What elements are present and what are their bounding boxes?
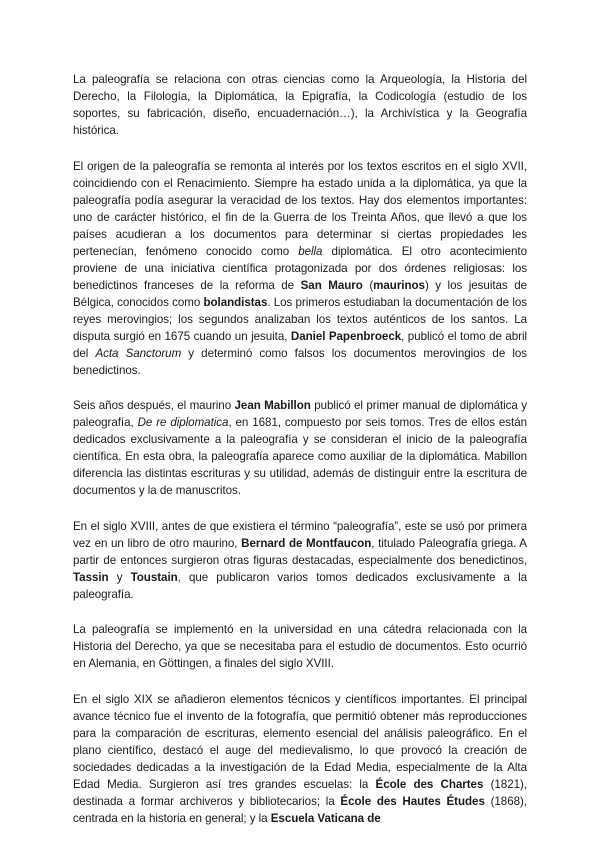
bold-text: maurinos bbox=[373, 278, 425, 292]
paragraph-2 bbox=[73, 158, 527, 379]
text-run: , en 1681, compuesto por seis tomos. Tres de ellos están dedicados exclusivamente a la paleografía y se consideran el inicio de la paleografía científica. En esta obra, la paleografía aparece como auxiliar de la diplomática. Mabillon diferencia las distintas escrituras y su utilidad, además de distinguir entre la escritura de documentos y la de manuscritos. bbox=[73, 416, 527, 497]
italic-text: Acta Sanctorum bbox=[95, 346, 182, 360]
text-run: (1821), destinada a formar archiveros y bibliotecarios; la bbox=[73, 777, 527, 808]
text-run: y determinó como falsos los documentos merovingios de los benedictinos. bbox=[73, 346, 528, 377]
text-run: . Los primeros estudiaban la documentación de los reyes merovingios; los segundos analizaban los textos auténticos de los santos. La disputa surgió en 1675 cuando un jesuita, bbox=[73, 295, 527, 343]
paragraph-1 bbox=[73, 71, 527, 139]
text-run: La paleografía se implementó en la universidad en una cátedra relacionada con la Historia del Derecho, ya que se necesitaba para el estudio de documentos. Esto ocurrió en Alemania, en Göttingen, a finales del siglo XVIII. bbox=[73, 623, 527, 670]
bold-text: École des Hautes Études bbox=[340, 794, 485, 808]
text-run: En el siglo XIX se añadieron elementos técnicos y científicos importantes. El principal avance técnico fue el invento de la fotografía, que permitió obtener más reproducciones para la comparación de escrituras, elemento esencial del análisis paleográfico. En el plano científico, destacó el auge del medievalismo, lo que provocó la creación de sociedades dedicadas a la investigación de la Edad Media, especialmente de la Alta Edad Media. Surgieron así tres grandes escuelas: la bbox=[73, 692, 527, 791]
bold-text: Toustain bbox=[130, 570, 178, 584]
text-run: publicó el primer manual de diplomática y paleografía, bbox=[73, 399, 527, 429]
bold-text: Jean Mabillon bbox=[234, 399, 311, 412]
bold-text: École des Chartes bbox=[375, 777, 484, 791]
bold-text: Escuela Vaticana de bbox=[270, 811, 381, 825]
text-run: , que publicaron varios tomos dedicados exclusivamente a la paleografía. bbox=[73, 570, 527, 601]
text-run: y bbox=[108, 570, 131, 584]
italic-text: bella bbox=[298, 244, 323, 258]
text-run: ) y los jesuitas de Bélgica, conocidos como bbox=[73, 278, 527, 309]
bold-text: Bernard de Montfaucon bbox=[241, 536, 372, 550]
paragraph-3 bbox=[73, 397, 527, 499]
text-run: diplomática. El otro acontecimiento proviene de una iniciativa científica protagonizada por dos órdenes religiosas: los benedictinos franceses de la reforma de bbox=[73, 244, 527, 292]
text-run: En el siglo XVIII, antes de que existiera el término “paleografía”, este se usó por primera vez en un libro de otro maurino, bbox=[73, 519, 527, 550]
text-run: ( bbox=[362, 278, 374, 292]
bold-text: Daniel Papenbroeck bbox=[290, 329, 402, 343]
bold-text: bolandistas bbox=[203, 295, 268, 309]
paragraph-6 bbox=[73, 691, 527, 827]
text-run: (1868), centrada en la historia en general; y la bbox=[73, 794, 527, 825]
text-run: , titulado Paleografía griega. A partir de entonces surgieron otras figuras destacadas, especialmente dos benedictinos, bbox=[73, 536, 527, 567]
paragraph-4 bbox=[73, 518, 527, 603]
italic-text: De re diplomatica bbox=[137, 416, 229, 429]
bold-text: Tassin bbox=[73, 570, 109, 584]
text-run: Seis años después, el maurino bbox=[73, 399, 235, 412]
bold-text: San Mauro bbox=[300, 278, 363, 292]
text-run: El origen de la paleografía se remonta al interés por los textos escritos en el siglo XVII, coincidiendo con el Renacimiento. Siempre ha estado unida a la diplomática, ya que la paleografía podía asegurar la veracidad de los textos. Hay dos elementos importantes: uno de carácter histórico, el fin de la Guerra de los Treinta Años, que llevó a que los países acudieran a los documentos para determinar si ciertas propiedades les pertenecían, fenómeno conocido como bbox=[73, 159, 527, 258]
paragraph-5 bbox=[73, 621, 527, 672]
text-run: , publicó el tomo de abril del bbox=[73, 329, 528, 360]
text-run: La paleografía se relaciona con otras ciencias como la Arqueología, la Historia del Derecho, la Filología, la Diplomática, la Epigrafía, la Codicología (estudio de los soportes, su fabricación, diseño, encuadernación…), la Archivística y la Geografía histórica. bbox=[73, 73, 527, 137]
